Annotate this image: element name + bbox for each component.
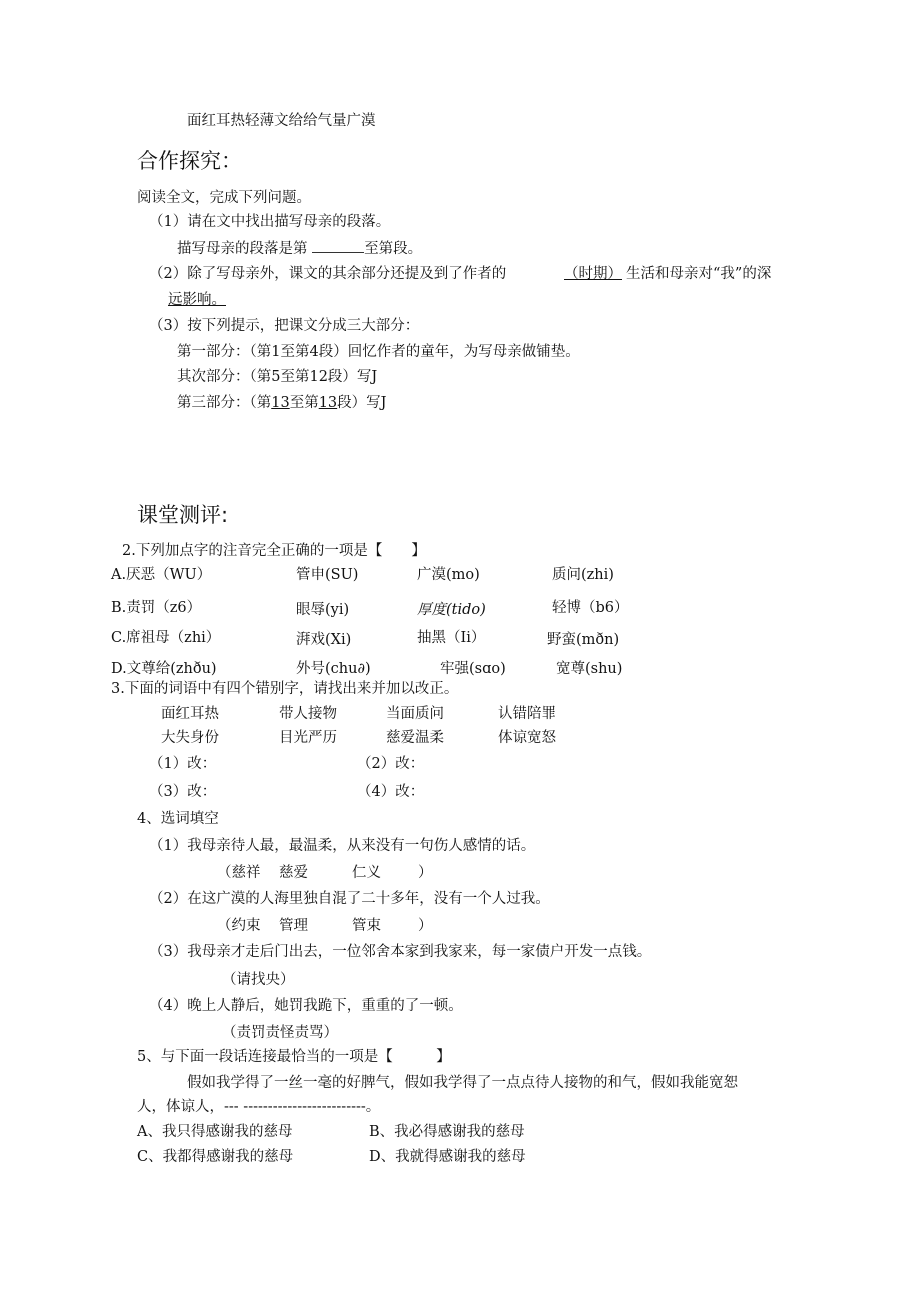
- q5-option-b: B、我必得感谢我的慈母: [369, 1124, 525, 1140]
- q4-opt-2a: （约束: [217, 918, 261, 934]
- option-c-1: C.席祖母（zhi）: [111, 630, 221, 646]
- q4-opt-4: （责罚责怪责骂）: [222, 1025, 338, 1041]
- part-2: 其次部分：（第5至第12段）写J: [177, 369, 378, 385]
- answer-suffix: 至第段。: [364, 241, 423, 257]
- option-c-2: 湃戏(Xi): [296, 632, 352, 648]
- part-1: 第一部分：（第1至第4段）回忆作者的童年，为写母亲做铺垫。: [177, 344, 580, 360]
- option-b-4: 轻博（b6）: [552, 600, 629, 616]
- fix-2: （2）改：: [357, 756, 425, 772]
- q4-opt-2d: ）: [418, 918, 433, 934]
- word-7: 慈爱温柔: [386, 730, 444, 746]
- test-question-3: 3.下面的词语中有四个错别字，请找出来并加以改正。: [111, 681, 459, 697]
- q4-opt-1d: ）: [418, 865, 433, 881]
- test-question-5: 5、与下面一段话连接最恰当的一项是【 】: [137, 1049, 451, 1065]
- test-question-2: 2.下列加点字的注音完全正确的一项是【 】: [122, 543, 426, 559]
- q4-opt-1a: （慈祥: [217, 865, 261, 881]
- q4-sentence-2: （2）在这广漠的人海里独自混了二十多年，没有一个人过我。: [149, 891, 550, 907]
- option-a-3: 广漠(mo): [417, 567, 480, 583]
- fix-3: （3）改：: [149, 784, 217, 800]
- option-a-2: 管申(SU): [296, 567, 359, 583]
- question-2-prefix: （2）除了写母亲外，课文的其余部分还提及到了作者的: [149, 266, 507, 282]
- section-heading-cooperate: 合作探究：: [137, 149, 242, 173]
- option-d-3: 牢强(sɑo): [440, 661, 506, 677]
- part-3-b: 至第: [289, 395, 319, 411]
- q4-opt-1b: 慈爱: [279, 865, 308, 881]
- q5-option-d: D、我就得感谢我的慈母: [369, 1149, 526, 1165]
- part-3-n2: 13: [318, 395, 338, 411]
- vocab-line: 面红耳热轻薄文给给气量广漠: [187, 113, 376, 129]
- q4-opt-1c: 仁义: [352, 865, 381, 881]
- word-6: 目光严历: [279, 730, 337, 746]
- option-b-1: B.责罚（z6）: [111, 600, 202, 616]
- question-2-line2: 远影响。: [168, 292, 226, 308]
- question-1: （1）请在文中找出描写母亲的段落。: [149, 214, 391, 230]
- question-2-suffix: 生活和母亲对“我”的深: [626, 266, 772, 282]
- q4-sentence-4: （4）晚上人静后，她罚我跪下，重重的了一顿。: [149, 998, 463, 1014]
- q5-option-c: C、我都得感谢我的慈母: [137, 1149, 294, 1165]
- q4-opt-2c: 管束: [352, 918, 381, 934]
- word-3: 当面质问: [386, 706, 444, 722]
- test-question-4: 4、选词填空: [137, 811, 219, 827]
- answer-blank[interactable]: [312, 252, 364, 253]
- answer-prefix: 描写母亲的段落是第: [177, 241, 308, 257]
- word-4: 认错陪罪: [498, 706, 556, 722]
- q4-sentence-3: （3）我母亲才走后门出去，一位邻舍本家到我家来，每一家债户开发一点钱。: [149, 944, 652, 960]
- q5-paragraph-2: 人，体谅人，--- -------------------------。: [137, 1099, 381, 1115]
- part-3-n1: 13: [271, 395, 290, 411]
- q5-paragraph-1: 假如我学得了一丝一毫的好脾气，假如我学得了一点点待人接物的和气，假如我能宽恕: [187, 1075, 738, 1091]
- question-3: （3）按下列提示，把课文分成三大部分：: [149, 318, 420, 334]
- q5-option-a: A、我只得感谢我的慈母: [137, 1124, 293, 1140]
- part-3-a: 第三部分：（第: [177, 395, 272, 411]
- option-b-3: 厚度(tido): [417, 602, 486, 618]
- word-2: 带人接物: [279, 706, 337, 722]
- word-5: 大失身份: [161, 730, 219, 746]
- question-2-blank: （时期）: [564, 266, 622, 282]
- q4-opt-3: （请找央）: [222, 972, 295, 988]
- part-3: [177, 394, 386, 412]
- option-c-3: 抽黑（Ii）: [417, 630, 486, 646]
- question-1-answer: [177, 240, 422, 258]
- section-heading-test: 课堂测评:: [137, 503, 229, 527]
- q4-sentence-1: （1）我母亲待人最，最温柔，从来没有一句伤人感情的话。: [149, 838, 536, 854]
- q4-opt-2b: 管理: [279, 918, 308, 934]
- fix-1: （1）改：: [149, 756, 217, 772]
- option-d-1: D.文尊给(zhðu): [111, 661, 217, 677]
- word-1: 面红耳热: [161, 706, 219, 722]
- option-d-2: 外号(chu∂): [296, 661, 371, 677]
- instruction: 阅读全文，完成下列问题。: [137, 190, 311, 206]
- option-a-1: A.厌恶（WU）: [111, 567, 212, 583]
- fix-4: （4）改：: [357, 784, 425, 800]
- option-a-4: 质问(zhi): [552, 567, 614, 583]
- part-3-c: 段）写J: [337, 395, 387, 411]
- option-b-2: 眼辱(yi): [296, 602, 350, 618]
- word-8: 体谅宽怒: [498, 730, 556, 746]
- option-d-4: 宽尊(shu): [556, 661, 623, 677]
- option-c-4: 野蛮(mðn): [547, 632, 620, 648]
